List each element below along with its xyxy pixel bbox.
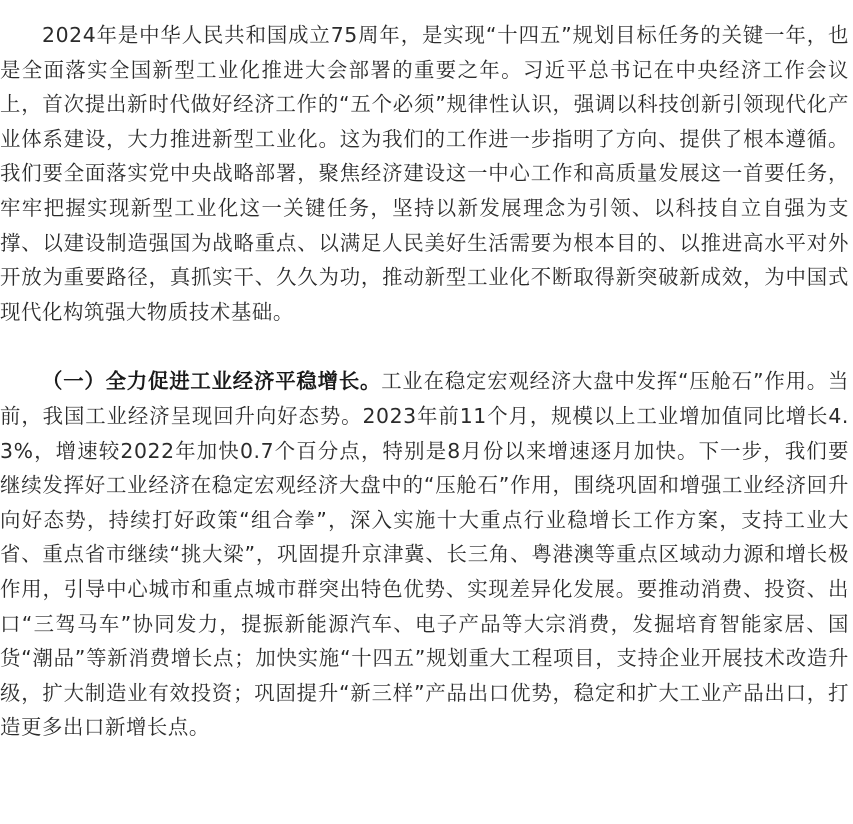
section-1-body: 工业在稳定宏观经济大盘中发挥“压舱石”作用。当前，我国工业经济呈现回升向好态势。2023年前11个月，规模以上工业增加值同比增长4.3%，增速较2022年加快0.7个百分点，特别是8月份以来增速逐月加快。下一步，我们要继续发挥好工业经济在稳定宏观经济大盘中的“压舱石”作用，围绕巩固和增强工业经济回升向好态势，持续打好政策“组合拳”，深入实施十大重点行业稳增长工作方案，支持工业大省、重点省市继续“挑大梁”，巩固提升京津冀、长三角、粤港澳等重点区域动力源和增长极作用，引导中心城市和重点城市群突出特色优势、实现差异化发展。要推动消费、投资、出口“三驾马车”协同发力，提振新能源汽车、电子产品等大宗消费，发掘培育智能家居、国货“潮品”等新消费增长点；加快实施“十四五”规划重大工程项目，支持企业开展技术改造升级，扩大制造业有效投资；巩固提升“新三样”产品出口优势，稳定和扩大工业产品出口，打造更多出口新增长点。 bbox=[0, 369, 849, 740]
section-1-heading: （一）全力促进工业经济平稳增长。 bbox=[42, 369, 382, 394]
intro-paragraph: 2024年是中华人民共和国成立75周年，是实现“十四五”规划目标任务的关键一年，也是全面落实全国新型工业化推进大会部署的重要之年。习近平总书记在中央经济工作会议上，首次提出新时代做好经济工作的“五个必须”规律性认识，强调以科技创新引领现代化产业体系建设，大力推进新型工业化。这为我们的工作进一步指明了方向、提供了根本遵循。我们要全面落实党中央战略部署，聚焦经济建设这一中心工作和高质量发展这一首要任务，牢牢把握实现新型工业化这一关键任务，坚持以新发展理念为引领、以科技自立自强为支撑、以建设制造强国为战略重点、以满足人民美好生活需要为根本目的、以推进高水平对外开放为重要路径，真抓实干、久久为功，推动新型工业化不断取得新突破新成效，为中国式现代化构筑强大物质技术基础。 bbox=[0, 23, 849, 324]
section-1-paragraph bbox=[0, 364, 849, 745]
